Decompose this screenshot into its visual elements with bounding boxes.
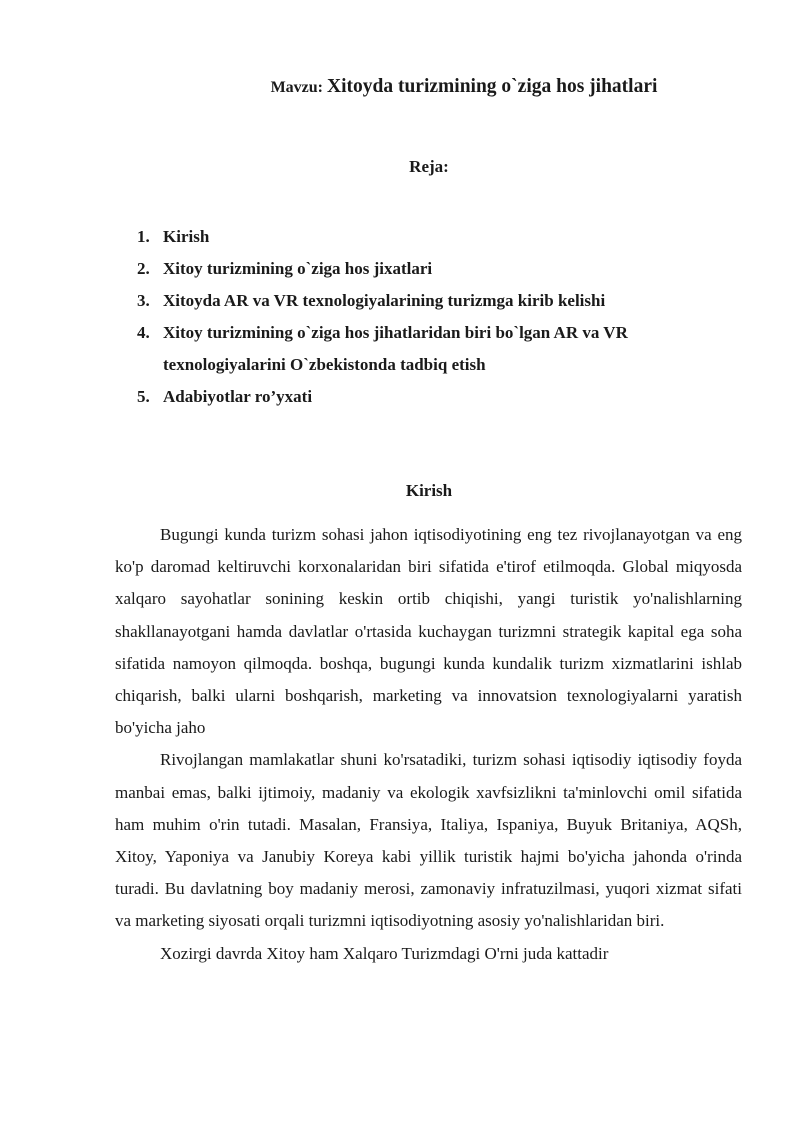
paragraph: Bugungi kunda turizm sohasi jahon iqtisodiyotining eng tez rivojlanayotgan va eng ko'p daromad keltiruvchi korxonalaridan biri sifatida e'tirof etilmoqda. Global miqyosda xalqaro sayohatlar sonining keskin ortib chiqishi, yangi turistik yo'nalishlarning shakllanayotgani hamda davlatlar o'rtasida kuchaygan turizmni strategik kapital ega soha sifatida namoyon qilmoqda. boshqa, bugungi kunda kundalik turizm xizmatlarini ishlab chiqarish, balki ularni boshqarish, marketing va innovatsion texnologiyalarni yaratish bo'yicha jaho (115, 525, 742, 738)
plan-item-text: Xitoy turizmining o`ziga hos jixatlari (163, 259, 433, 278)
section-heading: Kirish (405, 481, 453, 500)
plan-item-number: 5. (137, 387, 150, 406)
body-text (115, 519, 742, 970)
plan-item-text: Xitoyda AR va VR texnologiyalarining turizmga kirib kelishi (163, 291, 606, 310)
plan-item-number: 1. (137, 227, 150, 246)
plan-item-text: Kirish (163, 227, 210, 246)
plan-heading: Reja: (409, 157, 449, 176)
topic-title: Xitoyda turizmining o`ziga hos jihatlari (327, 76, 658, 97)
plan-item (137, 317, 737, 381)
plan-item (137, 285, 737, 317)
paragraph: Xozirgi davrda Xitoy ham Xalqaro Turizmdagi O'rni juda kattadir (160, 943, 609, 963)
topic-title-line (0, 76, 800, 98)
plan-item-text: Xitoy turizmining o`ziga hos jihatlaridan biri bo`lgan AR va VR texnologiyalarini O`zbekistonda tadbiq etish (163, 323, 628, 374)
plan-list (137, 221, 737, 413)
plan-item-number: 4. (137, 323, 150, 342)
topic-label: Mavzu: (270, 79, 323, 96)
plan-item (137, 381, 737, 413)
paragraph: Rivojlangan mamlakatlar shuni ko'rsatadiki, turizm sohasi iqtisodiy iqtisodiy foyda manbai emas, balki ijtimoiy, madaniy va ekologik xavfsizlikni ta'minlovchi omil sifatida ham muhim o'rin tutadi. Masalan, Fransiya, Italiya, Ispaniya, Buyuk Britaniya, AQSh, Xitoy, Yaponiya va Janubiy Koreya kabi yillik turistik hajmi bo'yicha jahonda o'rinda turadi. Bu davlatning boy madaniy merosi, zamonaviy infratuzilmasi, yuqori xizmat sifati va marketing siyosati orqali turizmni iqtisodiyotning asosiy yo'nalishlaridan biri. (115, 750, 742, 931)
plan-item-number: 2. (137, 259, 150, 278)
plan-item-number: 3. (137, 291, 150, 310)
plan-item-text: Adabiyotlar ro’yxati (163, 387, 313, 406)
plan-item (137, 253, 737, 285)
plan-item (137, 221, 737, 253)
